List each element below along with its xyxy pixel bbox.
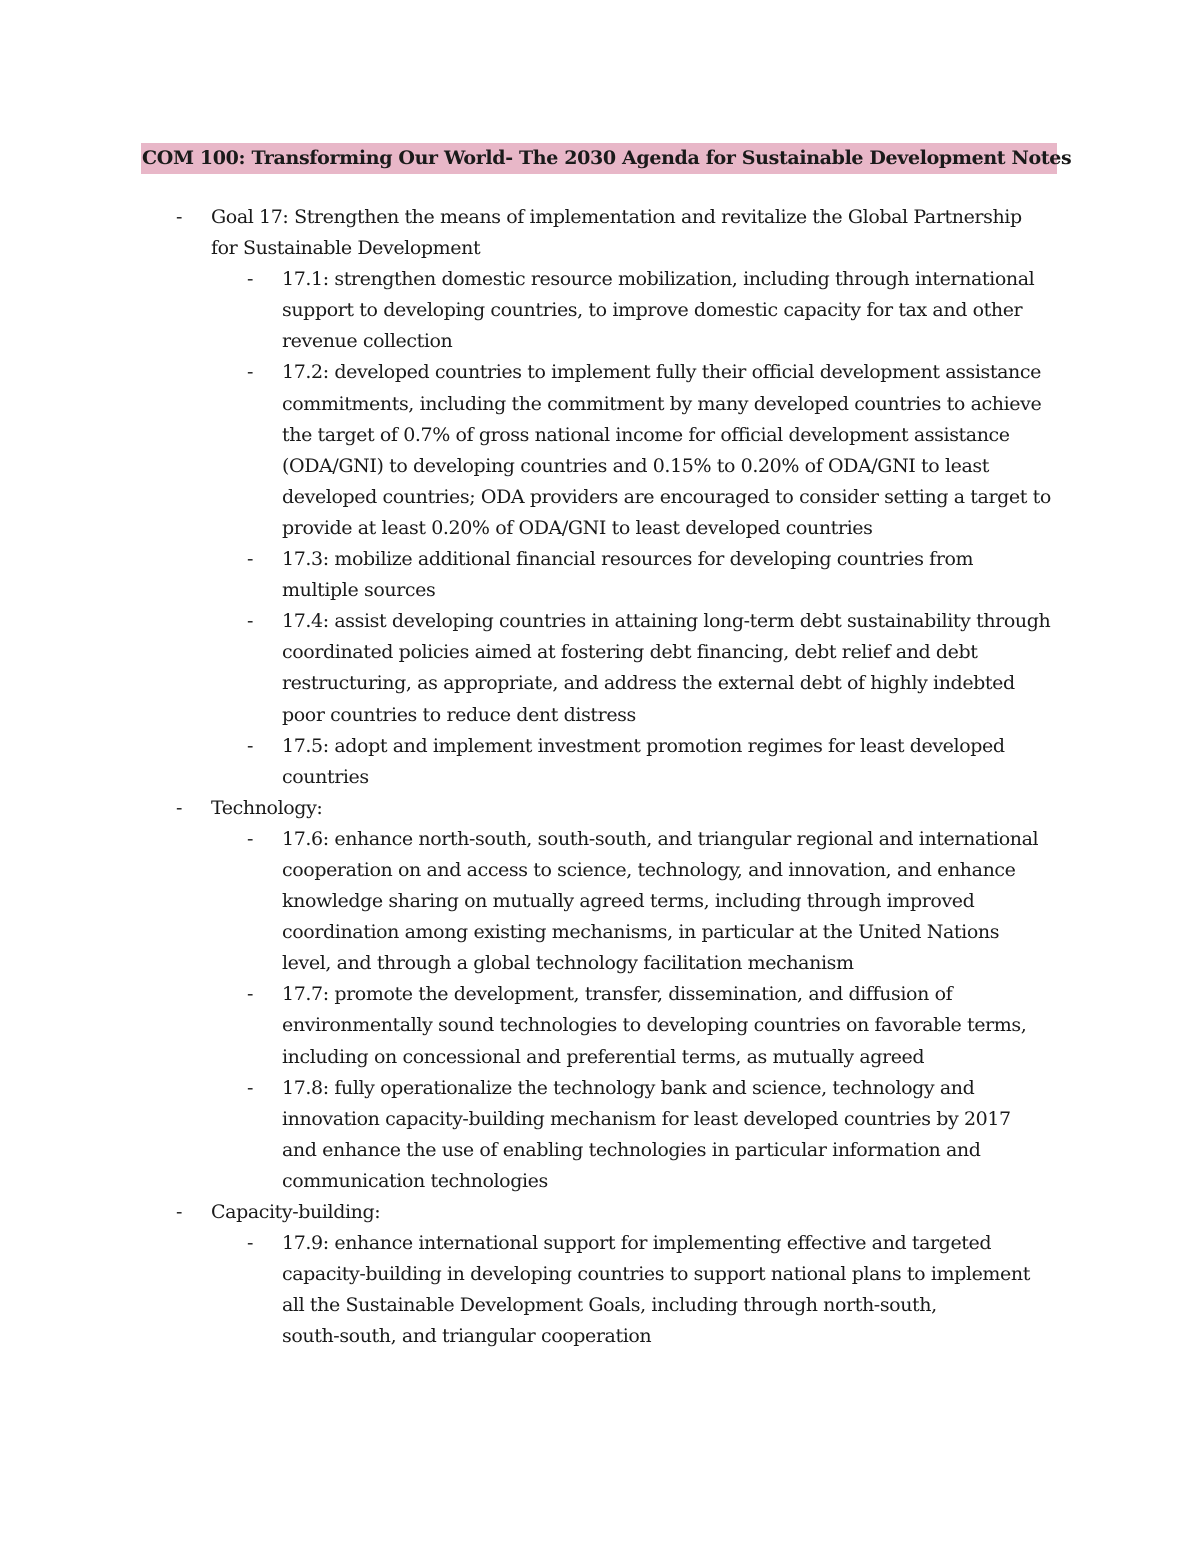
bullet-dash: - [247, 1076, 254, 1099]
text-line: 17.9: enhance international support for implementing effective and targeted [282, 1232, 992, 1255]
sub-list-item [0, 1228, 1200, 1352]
list-item-text [211, 1197, 1071, 1228]
text-line: 17.7: promote the development, transfer, dissemination, and diffusion of [282, 983, 953, 1006]
list-item-text [282, 1073, 1072, 1197]
text-line: the target of 0.7% of gross national income for official development assistance [282, 423, 1010, 446]
text-line: for Sustainable Development [211, 237, 481, 260]
text-line: south-south, and triangular cooperation [282, 1325, 652, 1348]
text-line: provide at least 0.20% of ODA/GNI to least developed countries [282, 516, 873, 539]
sub-list-item [0, 1073, 1200, 1197]
bullet-dash: - [176, 1201, 183, 1223]
bullet-dash: - [247, 610, 254, 633]
text-line: Capacity-building: [211, 1201, 381, 1223]
bullet-dash: - [176, 796, 183, 819]
bullet-dash: - [247, 983, 254, 1006]
text-line: knowledge sharing on mutually agreed terms, including through improved [282, 890, 975, 913]
text-line: poor countries to reduce dent distress [282, 703, 636, 726]
bullet-dash: - [247, 1232, 254, 1255]
document-title: COM 100: Transforming Our World- The 2030 Agenda for Sustainable Development Notes [141, 143, 1057, 174]
text-line: and enhance the use of enabling technologies in particular information and [282, 1138, 981, 1161]
text-line: coordination among existing mechanisms, in particular at the United Nations [282, 921, 1000, 944]
sub-list-item [0, 544, 1200, 606]
sub-list-item [0, 264, 1200, 357]
text-line: all the Sustainable Development Goals, including through north-south, [282, 1294, 937, 1317]
text-line: level, and through a global technology facilitation mechanism [282, 952, 854, 975]
text-line: 17.5: adopt and implement investment promotion regimes for least developed [282, 734, 1005, 757]
text-line: 17.8: fully operationalize the technology bank and science, technology and [282, 1076, 975, 1099]
text-line: developed countries; ODA providers are encouraged to consider setting a target to [282, 485, 1051, 508]
text-line: 17.3: mobilize additional financial resources for developing countries from [282, 548, 974, 571]
text-line: 17.1: strengthen domestic resource mobilization, including through international [282, 268, 1035, 291]
sub-list-item [0, 824, 1200, 979]
text-line: cooperation on and access to science, technology, and innovation, and enhance [282, 858, 1016, 881]
bullet-dash: - [247, 734, 254, 757]
text-line: commitments, including the commitment by many developed countries to achieve [282, 392, 1042, 415]
text-line: Technology: [211, 796, 323, 819]
list-item-text [282, 264, 1072, 357]
bullet-dash: - [247, 268, 254, 291]
text-line: countries [282, 765, 369, 788]
list-item-text [282, 1228, 1072, 1352]
notes-list [0, 202, 1200, 1352]
list-item-text [282, 606, 1072, 730]
list-item-text [282, 824, 1072, 979]
text-line: (ODA/GNI) to developing countries and 0.15% to 0.20% of ODA/GNI to least [282, 454, 989, 477]
text-line: support to developing countries, to improve domestic capacity for tax and other [282, 299, 1023, 322]
bullet-dash: - [247, 361, 254, 384]
sub-list-item [0, 979, 1200, 1072]
list-item [0, 1197, 1200, 1228]
sub-list-item [0, 606, 1200, 730]
sub-list-item [0, 731, 1200, 793]
text-line: 17.2: developed countries to implement fully their official development assistance [282, 361, 1041, 384]
text-line: including on concessional and preferential terms, as mutually agreed [282, 1045, 925, 1068]
text-line: communication technologies [282, 1169, 548, 1192]
list-item-text [282, 357, 1072, 544]
sub-list-item [0, 357, 1200, 544]
list-item-text [282, 979, 1072, 1072]
list-item-text [282, 731, 1072, 793]
text-line: capacity-building in developing countries to support national plans to implement [282, 1263, 1030, 1286]
text-line: Goal 17: Strengthen the means of implementation and revitalize the Global Partnership [211, 206, 1022, 228]
text-line: revenue collection [282, 330, 453, 353]
text-line: restructuring, as appropriate, and address the external debt of highly indebted [282, 672, 1015, 695]
bullet-dash: - [247, 827, 254, 850]
bullet-dash: - [176, 206, 183, 228]
list-item-text [211, 793, 1071, 824]
text-line: innovation capacity-building mechanism for least developed countries by 2017 [282, 1107, 1011, 1130]
list-item [0, 202, 1200, 264]
list-item-text [211, 202, 1071, 264]
list-item-text [282, 544, 1072, 606]
text-line: environmentally sound technologies to developing countries on favorable terms, [282, 1014, 1027, 1037]
list-item [0, 793, 1200, 824]
text-line: 17.6: enhance north-south, south-south, and triangular regional and international [282, 827, 1039, 850]
text-line: coordinated policies aimed at fostering debt financing, debt relief and debt [282, 641, 978, 664]
bullet-dash: - [247, 548, 254, 571]
text-line: multiple sources [282, 579, 436, 602]
text-line: 17.4: assist developing countries in attaining long-term debt sustainability through [282, 610, 1051, 633]
